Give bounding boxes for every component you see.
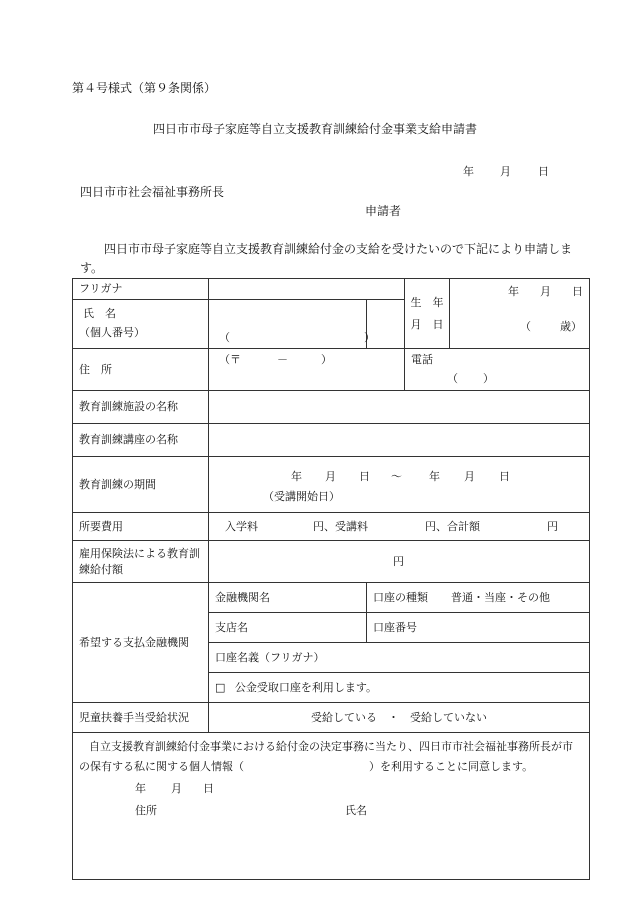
account-type-label: 口座の種類 (373, 591, 428, 604)
application-table (72, 278, 590, 880)
address-field[interactable] (209, 349, 405, 391)
period-field[interactable] (209, 457, 590, 513)
cost-row (73, 513, 590, 541)
consent-cell (73, 733, 590, 880)
birthdate-label-cell (405, 279, 450, 349)
age-close: 歳） (560, 320, 583, 333)
birthdate-label-bottom: 月 日 (410, 317, 444, 331)
account-holder-label[interactable]: 口座名義（フリガナ） (209, 643, 590, 673)
period-end-year: 年 (429, 470, 440, 483)
benefit-row (73, 541, 590, 583)
bank-name-label[interactable]: 金融機関名 (209, 583, 367, 613)
benefit-field[interactable] (209, 541, 590, 583)
consent-year: 年 (135, 782, 146, 795)
consent-address-label: 住所 (135, 804, 157, 817)
phone-field[interactable] (405, 349, 590, 391)
course-label: 教育訓練講座の名称 (73, 424, 209, 457)
furigana-label: フリガナ (73, 279, 209, 300)
period-start-year: 年 (291, 470, 302, 483)
personal-number-label: （個人番号） (79, 326, 145, 340)
furigana-row (73, 279, 590, 300)
form-title: 四日市市母子家庭等自立支援教育訓練給付金事業支給申請書 (152, 122, 477, 136)
benefit-label-line-1: 雇用保険法による教育訓 (79, 547, 200, 561)
benefit-unit: 円 (393, 555, 404, 568)
cost-label: 所要費用 (73, 513, 209, 541)
course-row (73, 424, 590, 457)
date-day-label: 日 (538, 165, 549, 178)
form-number: 第４号様式（第９条関係） (72, 81, 217, 95)
allowance-row (73, 703, 590, 733)
address-label: 住 所 (73, 349, 209, 391)
public-account-text: 公金受取口座を利用します。 (234, 680, 378, 694)
account-number-label[interactable]: 口座番号 (367, 613, 590, 643)
public-account-cell (209, 673, 590, 703)
cost-tuition-unit: 円、合計額 (425, 520, 480, 533)
consent-day: 日 (203, 782, 214, 795)
personal-number-paren-open: （ (219, 331, 230, 344)
furigana-field[interactable] (209, 279, 405, 300)
cost-total-unit: 円 (547, 520, 558, 533)
period-end-day: 日 (499, 470, 510, 483)
phone-close: ） (483, 372, 495, 385)
cost-field[interactable] (209, 513, 590, 541)
allowance-label: 児童扶養手当受給状況 (73, 703, 209, 733)
public-account-checkbox[interactable]: □ (215, 680, 226, 694)
benefit-label-cell (73, 541, 209, 583)
course-field[interactable] (209, 424, 590, 457)
consent-line-2-end: ）を利用することに同意します。 (369, 760, 534, 773)
period-label: 教育訓練の期間 (73, 457, 209, 513)
date-month-label: 月 (500, 165, 511, 178)
facility-label: 教育訓練施設の名称 (73, 391, 209, 424)
period-row (73, 457, 590, 513)
intro-text-line-1: 四日市市母子家庭等自立支援教育訓練給付金の支給を受けたいので下記により申請しま (104, 242, 573, 256)
addressee: 四日市市社会福祉事務所長 (80, 185, 225, 199)
phone-open: （ (447, 372, 459, 385)
period-tilde: ～ (391, 470, 402, 483)
consent-line-2-start: の保有する私に関する個人情報（ (79, 760, 244, 773)
age-open: （ (520, 320, 532, 333)
period-start-day: 日 (359, 470, 370, 483)
address-row (73, 349, 590, 391)
benefit-label-line-2: 練給付額 (79, 562, 123, 576)
name-label: 氏 名 (83, 307, 116, 320)
name-label-cell (73, 300, 209, 349)
bank-name-row (73, 583, 590, 613)
date-year-label: 年 (463, 165, 474, 178)
facility-row (73, 391, 590, 424)
consent-name-label: 氏名 (345, 804, 367, 817)
facility-field[interactable] (209, 391, 590, 424)
branch-label[interactable]: 支店名 (209, 613, 367, 643)
bank-section-label: 希望する支払金融機関 (73, 583, 209, 703)
birth-year-unit: 年 (508, 285, 520, 298)
birth-month-unit: 月 (540, 285, 552, 298)
account-type-cell[interactable] (367, 583, 590, 613)
account-type-options[interactable]: 普通・当座・その他 (451, 591, 550, 604)
intro-text-line-2: す。 (80, 261, 104, 275)
cost-entrance-label: 入学料 (225, 520, 258, 533)
period-end-month: 月 (464, 470, 475, 483)
phone-label: 電話 (411, 353, 434, 366)
consent-month: 月 (171, 782, 182, 795)
personal-number-paren-close: ） (364, 331, 375, 344)
consent-line-1: 自立支援教育訓練給付金事業における給付金の決定事務に当たり、四日市市社会福祉事務所長が市 (89, 740, 573, 753)
period-start-month: 月 (325, 470, 336, 483)
cost-entrance-unit: 円、受講料 (313, 520, 368, 533)
postal-dash: － (277, 353, 288, 366)
birthdate-label-top: 生 年 (410, 296, 444, 310)
period-start-note: （受講開始日） (263, 490, 340, 503)
postal-close: ） (321, 353, 332, 366)
postal-prefix: （〒 (219, 353, 241, 366)
consent-row (73, 733, 590, 880)
applicant-label: 申請者 (365, 204, 402, 218)
name-field[interactable] (209, 300, 375, 349)
allowance-status[interactable]: 受給している ・ 受給していない (209, 703, 590, 733)
birth-day-unit: 日 (572, 285, 584, 298)
birthdate-field[interactable] (450, 279, 590, 349)
